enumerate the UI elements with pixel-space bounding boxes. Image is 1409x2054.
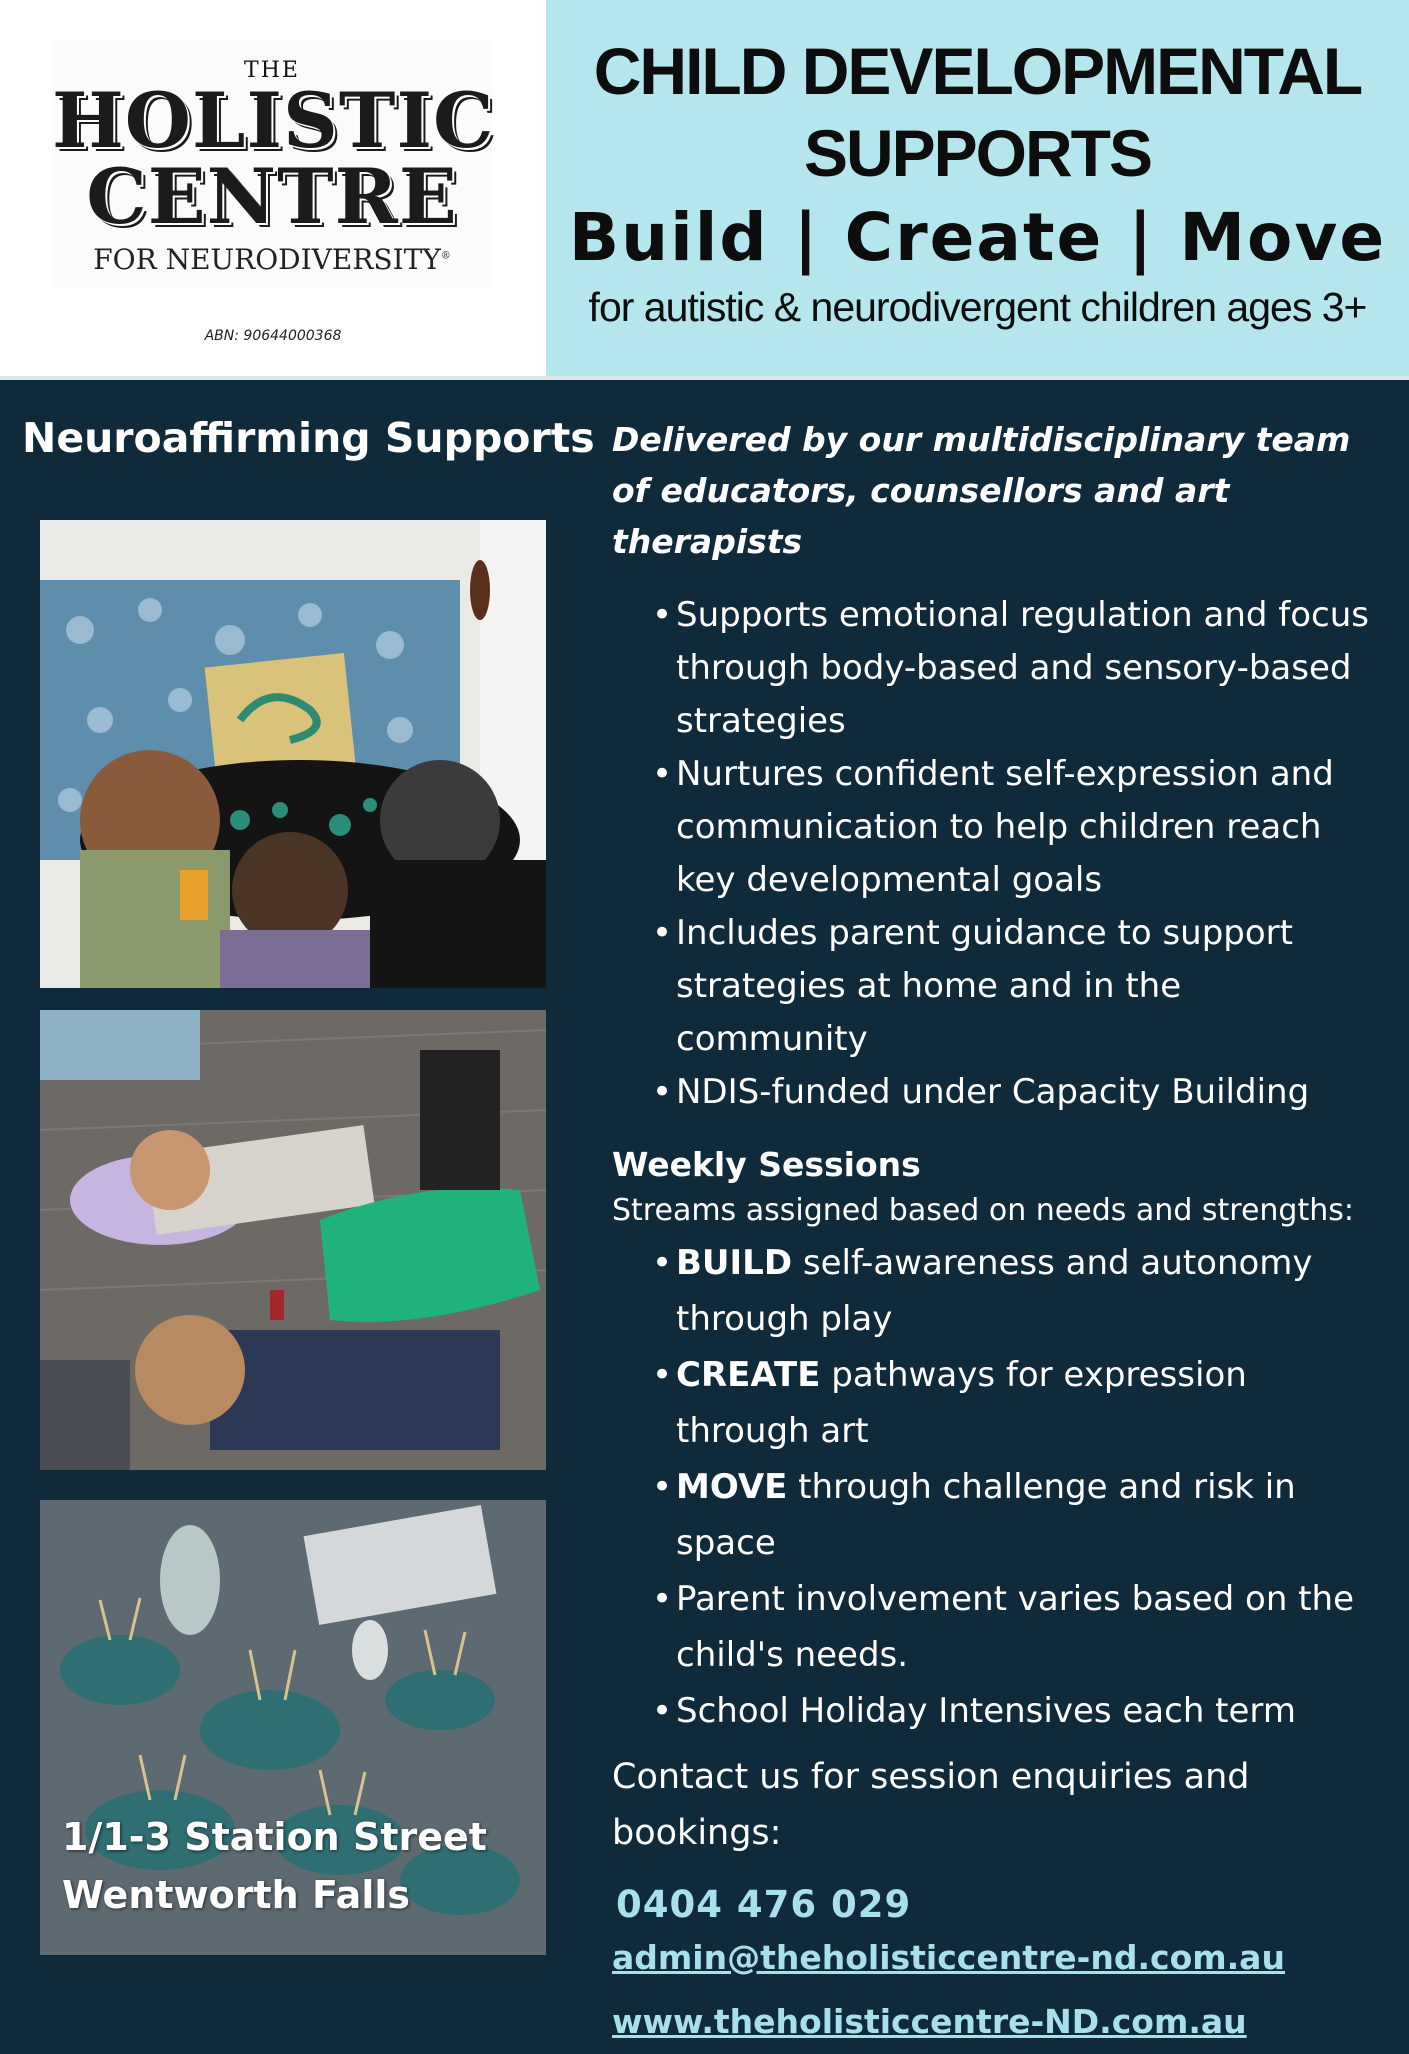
header-divider	[0, 376, 1409, 380]
address	[62, 1808, 487, 1924]
stream-create	[652, 1347, 1382, 1459]
photo-1-illustration	[40, 520, 546, 988]
phone-number[interactable]: 0404 476 029	[616, 1883, 912, 1926]
page-title-line-1: CHILD DEVELOPMENTAL	[593, 34, 1362, 108]
address-line-2: Wentworth Falls	[62, 1873, 410, 1917]
streams-list	[652, 1235, 1382, 1739]
photo-children-relaxing	[40, 1010, 546, 1470]
website-link[interactable]: www.theholisticcentre-ND.com.au	[612, 2002, 1247, 2041]
contact-prompt: Contact us for session enquiries and bookings:	[612, 1757, 1250, 1853]
list-item: • Supports emotional regulation and focus through body-based and sensory-based strategies	[652, 589, 1382, 748]
stream-text: School Holiday Intensives each term	[676, 1691, 1296, 1731]
stream-text: pathways for expression through art	[676, 1355, 1247, 1451]
logo-centre: CENTRE	[86, 152, 458, 241]
header	[0, 0, 1409, 376]
registered-mark: ®	[440, 250, 451, 262]
list-item: • Nurtures confident self-expression and communication to help children reach key developmental goals	[652, 748, 1382, 907]
photo-children-reading-book	[40, 520, 546, 988]
right-column	[612, 414, 1382, 2054]
title-panel	[546, 0, 1409, 376]
holistic-centre-logo	[52, 40, 495, 288]
stream-build	[652, 1235, 1382, 1347]
team-intro: Delivered by our multidisciplinary team of educators, counsellors and art therapists	[612, 420, 1351, 561]
section-heading-neuroaffirming: Neuroaffirming Supports	[22, 414, 595, 462]
stream-keyword: CREATE	[676, 1355, 821, 1395]
weekly-sessions-subtitle: Streams assigned based on needs and strengths:	[612, 1193, 1354, 1228]
list-item: • Includes parent guidance to support strategies at home and in the community	[652, 907, 1382, 1066]
logo-for-neurodiversity: FOR NEURODIVERSITY®	[93, 243, 451, 276]
abn-number: ABN: 90644000368	[204, 328, 342, 344]
email-link[interactable]: admin@theholisticcentre-nd.com.au	[612, 1938, 1285, 1977]
list-item	[652, 1683, 1382, 1739]
logo-holistic: HOLISTIC	[52, 76, 495, 165]
list-item: • NDIS-funded under Capacity Building	[652, 1066, 1382, 1119]
list-item	[652, 1571, 1382, 1683]
audience-line: for autistic & neurodivergent children ages 3+	[588, 284, 1367, 330]
stream-text: self-awareness and autonomy through play	[676, 1243, 1313, 1339]
logo-panel	[0, 0, 546, 376]
page-title-line-2: SUPPORTS	[803, 116, 1152, 190]
weekly-sessions-heading: Weekly Sessions	[612, 1145, 921, 1184]
stream-keyword: MOVE	[676, 1467, 788, 1507]
streams-tagline: Build | Create | Move	[568, 199, 1387, 276]
photo-2-illustration	[40, 1010, 546, 1470]
stream-move	[652, 1459, 1382, 1571]
logo-the: THE	[244, 58, 300, 83]
benefits-list	[652, 589, 1382, 1119]
address-line-1: 1/1-3 Station Street	[62, 1815, 487, 1859]
stream-text: through challenge and risk in space	[676, 1467, 1296, 1563]
stream-text: Parent involvement varies based on the child's needs.	[676, 1579, 1354, 1675]
stream-keyword: BUILD	[676, 1243, 793, 1283]
